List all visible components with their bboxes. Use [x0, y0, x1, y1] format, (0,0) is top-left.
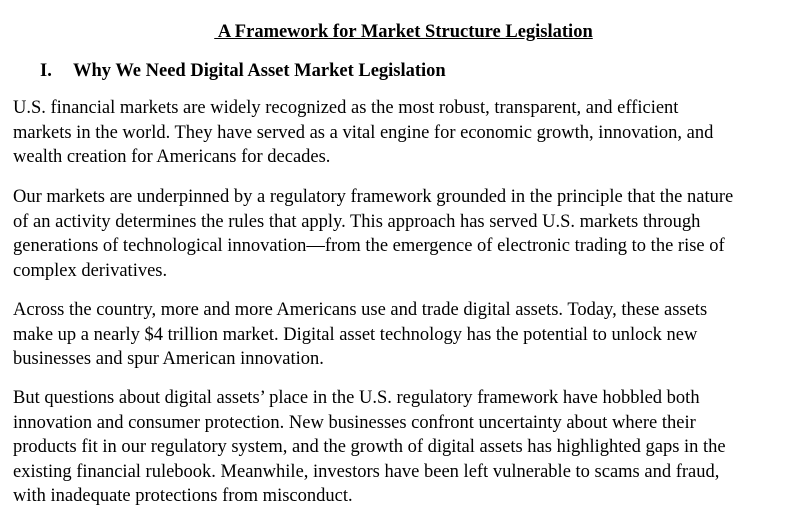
paragraph-3 — [13, 298, 807, 372]
paragraph-line: U.S. financial markets are widely recognized as the most robust, transparent, and efficient — [13, 98, 679, 118]
document-title: A Framework for Market Structure Legislation — [214, 22, 593, 42]
paragraph-line: wealth creation for Americans for decades. — [13, 147, 331, 168]
paragraph-line: generations of technological innovation—from the emergence of electronic trading to the rise of — [13, 236, 725, 257]
paragraph-line: businesses and spur American innovation. — [13, 349, 324, 370]
paragraph-line: products fit in our regulatory system, and the growth of digital assets has highlighted gaps in the — [13, 437, 726, 458]
section-heading-text: Why We Need Digital Asset Market Legislation — [73, 61, 446, 81]
paragraph-line: make up a nearly $4 trillion market. Digital asset technology has the potential to unlock new — [13, 324, 698, 345]
paragraph-line: Our markets are underpinned by a regulatory framework grounded in the principle that the nature — [13, 187, 734, 207]
paragraph-line: complex derivatives. — [13, 260, 168, 281]
paragraph-2 — [13, 185, 807, 283]
paragraph-line: markets in the world. They have served as a vital engine for economic growth, innovation, and — [13, 122, 714, 143]
paragraph-4 — [13, 386, 807, 509]
section-number: I. — [40, 61, 52, 81]
paragraph-line: with inadequate protections from misconduct. — [13, 486, 353, 507]
section-heading — [40, 59, 446, 83]
paragraph-line: But questions about digital assets’ place in the U.S. regulatory framework have hobbled both — [13, 388, 700, 408]
paragraph-line: Across the country, more and more Americans use and trade digital assets. Today, these assets — [13, 300, 708, 320]
paragraph-line: existing financial rulebook. Meanwhile, investors have been left vulnerable to scams and fraud, — [13, 461, 720, 482]
paragraph-line: of an activity determines the rules that apply. This approach has served U.S. markets through — [13, 211, 701, 232]
paragraph-line: innovation and consumer protection. New businesses confront uncertainty about where their — [13, 412, 696, 433]
paragraph-1 — [13, 96, 807, 170]
